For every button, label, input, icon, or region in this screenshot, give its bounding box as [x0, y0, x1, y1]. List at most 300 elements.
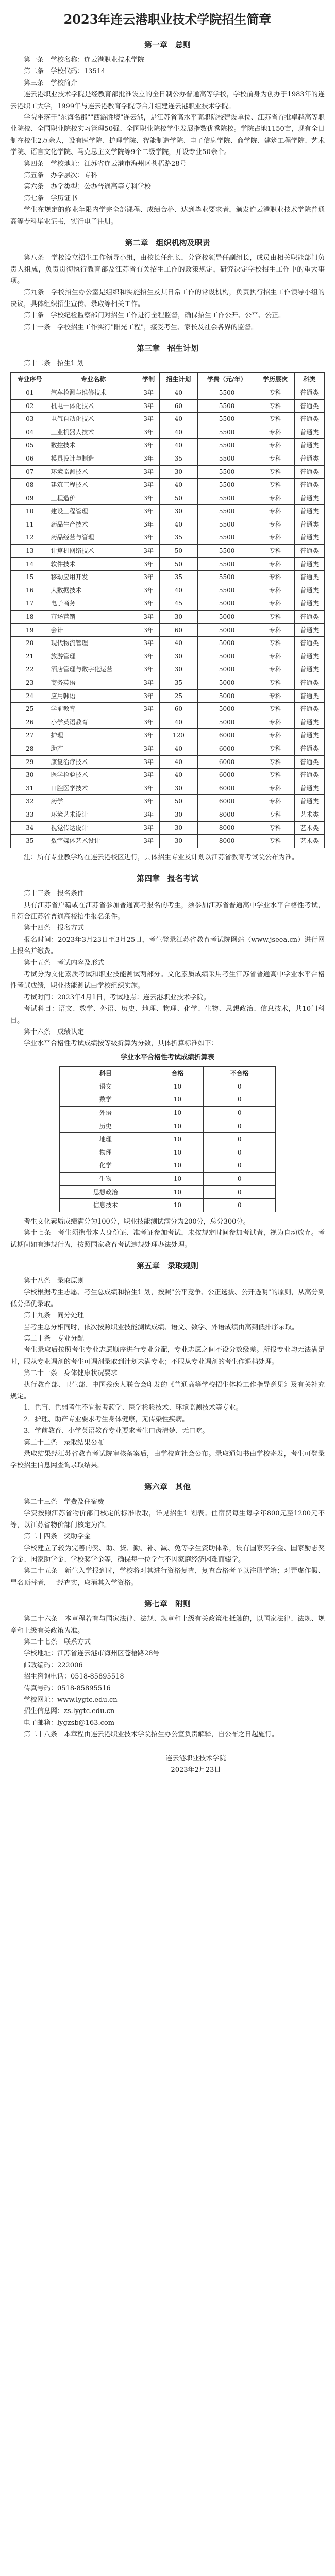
table-cell: 思想政治 — [60, 1185, 152, 1199]
table-row — [11, 505, 325, 518]
table-cell: 商务英语 — [49, 676, 138, 690]
table-cell: 5500 — [198, 531, 256, 545]
table-cell: 3年 — [138, 557, 159, 571]
table-cell: 32 — [11, 795, 49, 808]
table-cell: 普通类 — [294, 399, 324, 413]
table-cell: 物理 — [60, 1146, 152, 1159]
table-cell: 专科 — [256, 492, 295, 505]
paragraph: 第十五条 考试内容及形式 — [24, 959, 105, 967]
table-cell: 普通类 — [294, 545, 324, 558]
table-cell: 普通类 — [294, 769, 324, 782]
table-cell: 22 — [11, 663, 49, 676]
table-cell: 10 — [152, 1159, 204, 1173]
table-cell: 计算机网络技术 — [49, 545, 138, 558]
table-row — [60, 1093, 276, 1107]
table-row — [11, 611, 325, 624]
paragraph: 第十八条 录取原则 — [24, 1277, 85, 1285]
table-cell: 5000 — [198, 611, 256, 624]
table-cell: 6000 — [198, 782, 256, 795]
table-cell: 3年 — [138, 742, 159, 755]
table-cell: 6000 — [198, 769, 256, 782]
chapter-3-heading: 第三章 招生计划 — [136, 343, 198, 353]
table-cell: 艺术类 — [294, 835, 324, 848]
table-cell: 14 — [11, 557, 49, 571]
table-cell: 专科 — [256, 795, 295, 808]
grade-conversion-table — [59, 1066, 276, 1212]
table-cell: 专科 — [256, 703, 295, 716]
enrollment-plan-table — [10, 372, 325, 848]
chapter-6-heading: 第六章 其他 — [144, 1482, 191, 1492]
table-cell: 药学 — [49, 795, 138, 808]
table-cell: 专科 — [256, 557, 295, 571]
plan-table-body — [11, 386, 325, 848]
grade-column-header: 科目 — [60, 1067, 152, 1080]
chapter-5-heading: 第五章 录取规则 — [136, 1261, 198, 1270]
table-cell: 30 — [159, 465, 198, 479]
table-row — [11, 835, 325, 848]
plan-table-header — [11, 373, 325, 386]
table-cell: 酒店管理与数字化运营 — [49, 663, 138, 676]
table-cell: 专科 — [256, 808, 295, 821]
table-cell: 学前教育 — [49, 703, 138, 716]
table-cell: 3年 — [138, 821, 159, 835]
table-cell: 3年 — [138, 479, 159, 492]
table-cell: 0 — [204, 1159, 276, 1173]
table-cell: 3年 — [138, 439, 159, 452]
table-cell: 普通类 — [294, 623, 324, 637]
table-cell: 建筑工程技术 — [49, 479, 138, 492]
table-cell: 会计 — [49, 623, 138, 637]
table-cell: 普通类 — [294, 531, 324, 545]
chapter-4-body — [10, 888, 325, 1050]
paragraph: 第十三条 报名条件 — [24, 890, 85, 898]
table-cell: 12 — [11, 531, 49, 545]
table-row — [60, 1107, 276, 1120]
table-cell: 5000 — [198, 676, 256, 690]
table-cell: 40 — [159, 439, 198, 452]
paragraph: 第九条 学校招生办公室是组织和实施招生及其日常工作的常设机构，负责执行招生工作领导小组的决议，具体组织招生宣传、录取等相关工作。 — [10, 289, 325, 308]
table-row — [11, 531, 325, 545]
chapter-2-heading: 第二章 组织机构及职责 — [125, 238, 210, 248]
table-cell: 16 — [11, 584, 49, 597]
table-cell: 普通类 — [294, 729, 324, 742]
table-cell: 助产 — [49, 742, 138, 755]
paragraph: 3．学前教育、小学英语教育专业要求考生口齿清楚、无口吃。 — [24, 1427, 209, 1435]
table-cell: 地理 — [60, 1133, 152, 1146]
table-cell: 普通类 — [294, 782, 324, 795]
table-cell: 0 — [204, 1080, 276, 1093]
table-cell: 10 — [152, 1199, 204, 1212]
table-row — [60, 1120, 276, 1133]
table-cell: 6000 — [198, 795, 256, 808]
table-cell: 普通类 — [294, 479, 324, 492]
table-cell: 5500 — [198, 452, 256, 465]
grade-column-header: 不合格 — [204, 1067, 276, 1080]
table-row — [11, 386, 325, 399]
table-cell: 5500 — [198, 492, 256, 505]
table-cell: 40 — [159, 637, 198, 650]
table-cell: 10 — [152, 1172, 204, 1185]
table-cell: 18 — [11, 611, 49, 624]
table-cell: 5500 — [198, 465, 256, 479]
table-cell: 专科 — [256, 439, 295, 452]
table-cell: 电气自动化技术 — [49, 413, 138, 426]
paragraph: 第七条 学历证书 — [24, 194, 78, 202]
table-row — [11, 571, 325, 584]
table-cell: 0 — [204, 1146, 276, 1159]
table-cell: 31 — [11, 782, 49, 795]
table-cell: 40 — [159, 769, 198, 782]
table-cell: 3年 — [138, 465, 159, 479]
paragraph: 学生在规定的修业年限内学完全部课程、成绩合格、达到毕业要求者，颁发连云港职业技术学院普通高等专科毕业证书，实行电子注册。 — [10, 206, 325, 226]
table-cell: 普通类 — [294, 413, 324, 426]
table-cell: 专科 — [256, 769, 295, 782]
table-row — [11, 597, 325, 611]
table-cell: 25 — [159, 689, 198, 703]
table-row — [11, 742, 325, 755]
table-cell: 34 — [11, 821, 49, 835]
paragraph: 第二条 学校代码：13514 — [24, 67, 106, 76]
table-cell: 45 — [159, 597, 198, 611]
table-cell: 专科 — [256, 729, 295, 742]
table-cell: 专科 — [256, 742, 295, 755]
chapter-6-body — [10, 1497, 325, 1589]
plan-column-header: 学制 — [138, 373, 159, 386]
table-cell: 信息技术 — [60, 1199, 152, 1212]
table-cell: 环境艺术设计 — [49, 808, 138, 821]
paragraph: 电子邮箱：lygzsb@163.com — [24, 1719, 115, 1727]
table-cell: 30 — [11, 769, 49, 782]
table-cell: 6000 — [198, 742, 256, 755]
table-cell: 30 — [159, 782, 198, 795]
table-row — [11, 795, 325, 808]
table-cell: 专科 — [256, 676, 295, 690]
table-cell: 0 — [204, 1172, 276, 1185]
table-cell: 建设工程管理 — [49, 505, 138, 518]
table-cell: 5000 — [198, 637, 256, 650]
table-cell: 5500 — [198, 518, 256, 531]
table-cell: 5500 — [198, 426, 256, 439]
table-cell: 10 — [152, 1107, 204, 1120]
table-cell: 药品生产技术 — [49, 518, 138, 531]
table-row — [11, 557, 325, 571]
chapter-7-heading: 第七章 附则 — [144, 1599, 191, 1609]
table-cell: 艺术类 — [294, 808, 324, 821]
table-cell: 60 — [159, 399, 198, 413]
table-cell: 40 — [159, 755, 198, 769]
table-cell: 3年 — [138, 795, 159, 808]
table-cell: 5000 — [198, 716, 256, 729]
table-cell: 市场营销 — [49, 611, 138, 624]
table-cell: 40 — [159, 584, 198, 597]
table-cell: 8000 — [198, 821, 256, 835]
chapter-1-body — [10, 55, 325, 228]
table-cell: 23 — [11, 676, 49, 690]
table-cell: 35 — [159, 452, 198, 465]
table-cell: 40 — [159, 716, 198, 729]
paragraph: 第二十四条 奖助学金 — [24, 1533, 91, 1541]
table-cell: 3年 — [138, 571, 159, 584]
table-cell: 5000 — [198, 689, 256, 703]
table-cell: 40 — [159, 386, 198, 399]
paragraph: 2．护理、助产专业要求考生身体健康，无传染性疾病。 — [24, 1415, 189, 1423]
table-cell: 专科 — [256, 637, 295, 650]
paragraph: 执行教育部、卫生部、中国残疾人联合会印发的《普通高等学校招生体检工作指导意见》及有关补充规定。 — [10, 1381, 325, 1401]
table-cell: 30 — [159, 821, 198, 835]
table-cell: 28 — [11, 742, 49, 755]
table-cell: 6000 — [198, 729, 256, 742]
table-cell: 专科 — [256, 571, 295, 584]
table-cell: 20 — [11, 637, 49, 650]
table-cell: 10 — [152, 1093, 204, 1107]
table-cell: 移动应用开发 — [49, 571, 138, 584]
table-row — [11, 676, 325, 690]
table-cell: 5000 — [198, 663, 256, 676]
table-cell: 生物 — [60, 1172, 152, 1185]
table-row — [11, 413, 325, 426]
plan-column-header: 科类 — [294, 373, 324, 386]
paragraph: 录取结果经江苏省教育考试院审核备案后，由学校向社会公布。录取通知书由学校寄发，考生可登录学校招生信息网查询录取结果。 — [10, 1450, 325, 1470]
table-cell: 专科 — [256, 663, 295, 676]
table-cell: 06 — [11, 452, 49, 465]
table-cell: 33 — [11, 808, 49, 821]
plan-column-header: 专业名称 — [49, 373, 138, 386]
grade-table-body — [60, 1080, 276, 1212]
chapter-1-heading: 第一章 总则 — [144, 40, 191, 49]
table-cell: 口腔医学技术 — [49, 782, 138, 795]
table-cell: 10 — [152, 1185, 204, 1199]
chapter-4-after — [10, 1216, 325, 1251]
document-title: 2023年连云港职业技术学院招生简章 — [63, 12, 272, 27]
table-cell: 小学英语教育 — [49, 716, 138, 729]
paragraph: 报名时间：2023年3月23日至3月25日，考生登录江苏省教育考试院网站（www.jseea.cn）进行网上报名并缴费。 — [10, 936, 325, 956]
table-cell: 专科 — [256, 689, 295, 703]
table-cell: 17 — [11, 597, 49, 611]
table-row — [11, 755, 325, 769]
table-cell: 10 — [11, 505, 49, 518]
table-cell: 6000 — [198, 755, 256, 769]
paragraph: 第十条 学校纪检监察部门对招生工作进行全程监督，确保招生工作公开、公平、公正。 — [24, 312, 286, 320]
table-cell: 40 — [159, 479, 198, 492]
table-cell: 30 — [159, 650, 198, 663]
table-cell: 专科 — [256, 716, 295, 729]
table-cell: 26 — [11, 716, 49, 729]
chapter-5-body — [10, 1276, 325, 1472]
table-cell: 普通类 — [294, 663, 324, 676]
table-cell: 50 — [159, 795, 198, 808]
table-cell: 3年 — [138, 782, 159, 795]
table-cell: 120 — [159, 729, 198, 742]
table-cell: 3年 — [138, 492, 159, 505]
table-cell: 普通类 — [294, 637, 324, 650]
table-cell: 01 — [11, 386, 49, 399]
table-cell: 5500 — [198, 386, 256, 399]
table-cell: 普通类 — [294, 492, 324, 505]
table-cell: 3年 — [138, 426, 159, 439]
table-row — [11, 782, 325, 795]
paragraph: 第二十六条 本章程若有与国家法律、法规、规章和上级有关政策相抵触的，以国家法律、法规、规章和上级有关政策为准。 — [10, 1615, 325, 1635]
table-cell: 3年 — [138, 769, 159, 782]
table-cell: 普通类 — [294, 597, 324, 611]
table-row — [11, 492, 325, 505]
table-cell: 8000 — [198, 835, 256, 848]
table-row — [11, 399, 325, 413]
plan-column-header: 招生计划 — [159, 373, 198, 386]
signoff-block — [10, 1753, 325, 1776]
table-row — [11, 452, 325, 465]
table-cell: 专科 — [256, 597, 295, 611]
table-cell: 3年 — [138, 755, 159, 769]
paragraph: 学业水平合格性考试成绩按等级折算为分数，具体折算标准如下： — [24, 1040, 219, 1048]
table-cell: 3年 — [138, 545, 159, 558]
table-row — [11, 623, 325, 637]
table-cell: 25 — [11, 703, 49, 716]
table-cell: 3年 — [138, 452, 159, 465]
table-cell: 普通类 — [294, 518, 324, 531]
table-cell: 现代物流管理 — [49, 637, 138, 650]
table-cell: 3年 — [138, 729, 159, 742]
table-row — [11, 545, 325, 558]
table-cell: 5500 — [198, 571, 256, 584]
table-row — [11, 426, 325, 439]
table-cell: 普通类 — [294, 426, 324, 439]
paragraph: 考生录取后按照考生专业志愿顺序进行专业分配，专业志愿之间不设分数级差。所报专业均无法满足时，服从专业调剂的考生可调剂录取到计划未满专业；不服从专业调剂的考生作退档处理。 — [10, 1346, 325, 1366]
grade-column-header: 合格 — [152, 1067, 204, 1080]
table-cell: 08 — [11, 479, 49, 492]
table-cell: 3年 — [138, 597, 159, 611]
table-cell: 普通类 — [294, 611, 324, 624]
table-cell: 5500 — [198, 413, 256, 426]
table-cell: 专科 — [256, 386, 295, 399]
paragraph: 具有江苏省户籍或在江苏省参加普通高考报名的考生，须参加江苏省普通高中学业水平合格性考试，且符合江苏省普通高校招生报名条件。 — [10, 901, 325, 921]
table-cell: 40 — [159, 518, 198, 531]
table-cell: 专科 — [256, 835, 295, 848]
table-cell: 康复治疗技术 — [49, 755, 138, 769]
table-cell: 3年 — [138, 623, 159, 637]
table-cell: 60 — [159, 703, 198, 716]
table-cell: 5500 — [198, 584, 256, 597]
table-cell: 外语 — [60, 1107, 152, 1120]
table-cell: 电子商务 — [49, 597, 138, 611]
table-cell: 普通类 — [294, 676, 324, 690]
paragraph: 第二十八条 本章程由连云港职业技术学院招生办公室负责解释，自公布之日起施行。 — [24, 1731, 279, 1739]
paragraph: 传真号码：0518-85895516 — [24, 1684, 111, 1692]
table-cell: 50 — [159, 557, 198, 571]
signoff-date: 2023年2月23日 — [171, 1766, 221, 1774]
paragraph: 学校根据考生志愿、考生总成绩和招生计划，按照"公平竞争、公正选拔、公开透明"的原则，从高分到低分择优录取。 — [10, 1289, 325, 1308]
chapter-2-body — [10, 252, 325, 333]
paragraph: 考试分为文化素质考试和职业技能测试两部分。文化素质成绩采用考生江苏省普通高中学业水平合格性考试成绩，职业技能测试由学校组织实施。 — [10, 970, 325, 990]
table-cell: 0 — [204, 1093, 276, 1107]
table-row — [11, 650, 325, 663]
table-row — [11, 465, 325, 479]
table-cell: 大数据技术 — [49, 584, 138, 597]
table-cell: 普通类 — [294, 386, 324, 399]
table-cell: 普通类 — [294, 795, 324, 808]
table-cell: 0 — [204, 1120, 276, 1133]
table-cell: 专科 — [256, 465, 295, 479]
paragraph: 邮政编码：222006 — [24, 1661, 83, 1669]
table-cell: 35 — [11, 835, 49, 848]
paragraph: 招生信息网：zs.lygtc.edu.cn — [24, 1707, 115, 1716]
table-cell: 旅游管理 — [49, 650, 138, 663]
table-cell: 0 — [204, 1185, 276, 1199]
table-cell: 视觉传达设计 — [49, 821, 138, 835]
table-cell: 30 — [159, 611, 198, 624]
table-cell: 05 — [11, 439, 49, 452]
table-cell: 机电一体化技术 — [49, 399, 138, 413]
table-cell: 5500 — [198, 557, 256, 571]
table-cell: 3年 — [138, 611, 159, 624]
table-cell: 40 — [159, 426, 198, 439]
paragraph: 第二十条 专业分配 — [24, 1335, 85, 1343]
paragraph: 第二十五条 新生入学报到时，学校将对其进行资格复查，复查合格者予以注册学籍；对弄虚作假、冒名顶替者，一经查实，取消其入学资格。 — [10, 1567, 325, 1587]
table-cell: 3年 — [138, 413, 159, 426]
table-cell: 04 — [11, 426, 49, 439]
table-cell: 03 — [11, 413, 49, 426]
table-cell: 3年 — [138, 703, 159, 716]
table-cell: 27 — [11, 729, 49, 742]
paragraph: 第五条 办学层次：专科 — [24, 172, 98, 180]
plan-column-header: 学历层次 — [256, 373, 295, 386]
table-row — [60, 1133, 276, 1146]
grade-table-header — [60, 1067, 276, 1080]
table-cell: 专科 — [256, 413, 295, 426]
table-cell: 专科 — [256, 399, 295, 413]
paragraph: 第一条 学校名称：连云港职业技术学院 — [24, 56, 145, 64]
paragraph: 连云港职业技术学院是经教育部批准设立的全日制公办普通高等学校，学校前身为创办于1983年的连云港职工大学，1999年与连云港教育学院等合并组建连云港职业技术学院。 — [10, 91, 325, 110]
table-cell: 3年 — [138, 663, 159, 676]
table-cell: 工业机器人技术 — [49, 426, 138, 439]
paragraph: 学院坐落于"东海名郡""西游胜境"连云港，是江苏省高水平高职院校建设单位、江苏省首批卓越高等职业院校、全国职业院校实习管理50强、全国职业院校学生发展指数优秀院校。学院占地1150亩，现有全日制在校生2万余人，设有医学院、护理学院、智能制造学院、电子信息学院、商学院、建筑工程学院、艺术学院、语言文化学院、马克思主义学院等9个二级学院，开设专业50余个。 — [10, 114, 325, 157]
table-cell: 普通类 — [294, 584, 324, 597]
paragraph: 第四条 学校地址：江苏省连云港市海州区苍梧路28号 — [24, 160, 187, 168]
table-row — [11, 439, 325, 452]
table-cell: 3年 — [138, 584, 159, 597]
paragraph: 第六条 办学类型：公办普通高等专科学校 — [24, 183, 152, 191]
table-cell: 5500 — [198, 545, 256, 558]
table-cell: 0 — [204, 1199, 276, 1212]
table-cell: 3年 — [138, 808, 159, 821]
table-cell: 专科 — [256, 452, 295, 465]
table-cell: 29 — [11, 755, 49, 769]
table-cell: 5500 — [198, 399, 256, 413]
table-cell: 5500 — [198, 439, 256, 452]
table-cell: 50 — [159, 545, 198, 558]
table-cell: 3年 — [138, 505, 159, 518]
table-row — [60, 1172, 276, 1185]
table-cell: 13 — [11, 545, 49, 558]
table-cell: 0 — [204, 1133, 276, 1146]
table-cell: 语文 — [60, 1080, 152, 1093]
paragraph: 第八条 学校设立招生工作领导小组，由校长任组长，分管校领导任副组长，成员由相关职能部门负责人组成，负责贯彻执行教育部及江苏省有关招生工作的政策规定，研究决定学校招生工作中的重大事项。 — [10, 254, 325, 285]
table-cell: 10 — [152, 1120, 204, 1133]
table-cell: 24 — [11, 689, 49, 703]
table-row — [11, 821, 325, 835]
table-cell: 专科 — [256, 545, 295, 558]
table-cell: 普通类 — [294, 465, 324, 479]
paragraph: 第十七条 考生须携带本人身份证、准考证参加考试，未按规定时间参加考试者，视为自动放弃。考试期间如有违规行为，按照国家教育考试违规处理办法处理。 — [10, 1229, 325, 1249]
table-cell: 普通类 — [294, 703, 324, 716]
table-cell: 3年 — [138, 676, 159, 690]
table-cell: 普通类 — [294, 716, 324, 729]
table-cell: 艺术类 — [294, 821, 324, 835]
table-cell: 30 — [159, 505, 198, 518]
table-cell: 15 — [11, 571, 49, 584]
table-cell: 普通类 — [294, 742, 324, 755]
table-cell: 药品经营与管理 — [49, 531, 138, 545]
table-cell: 3年 — [138, 716, 159, 729]
